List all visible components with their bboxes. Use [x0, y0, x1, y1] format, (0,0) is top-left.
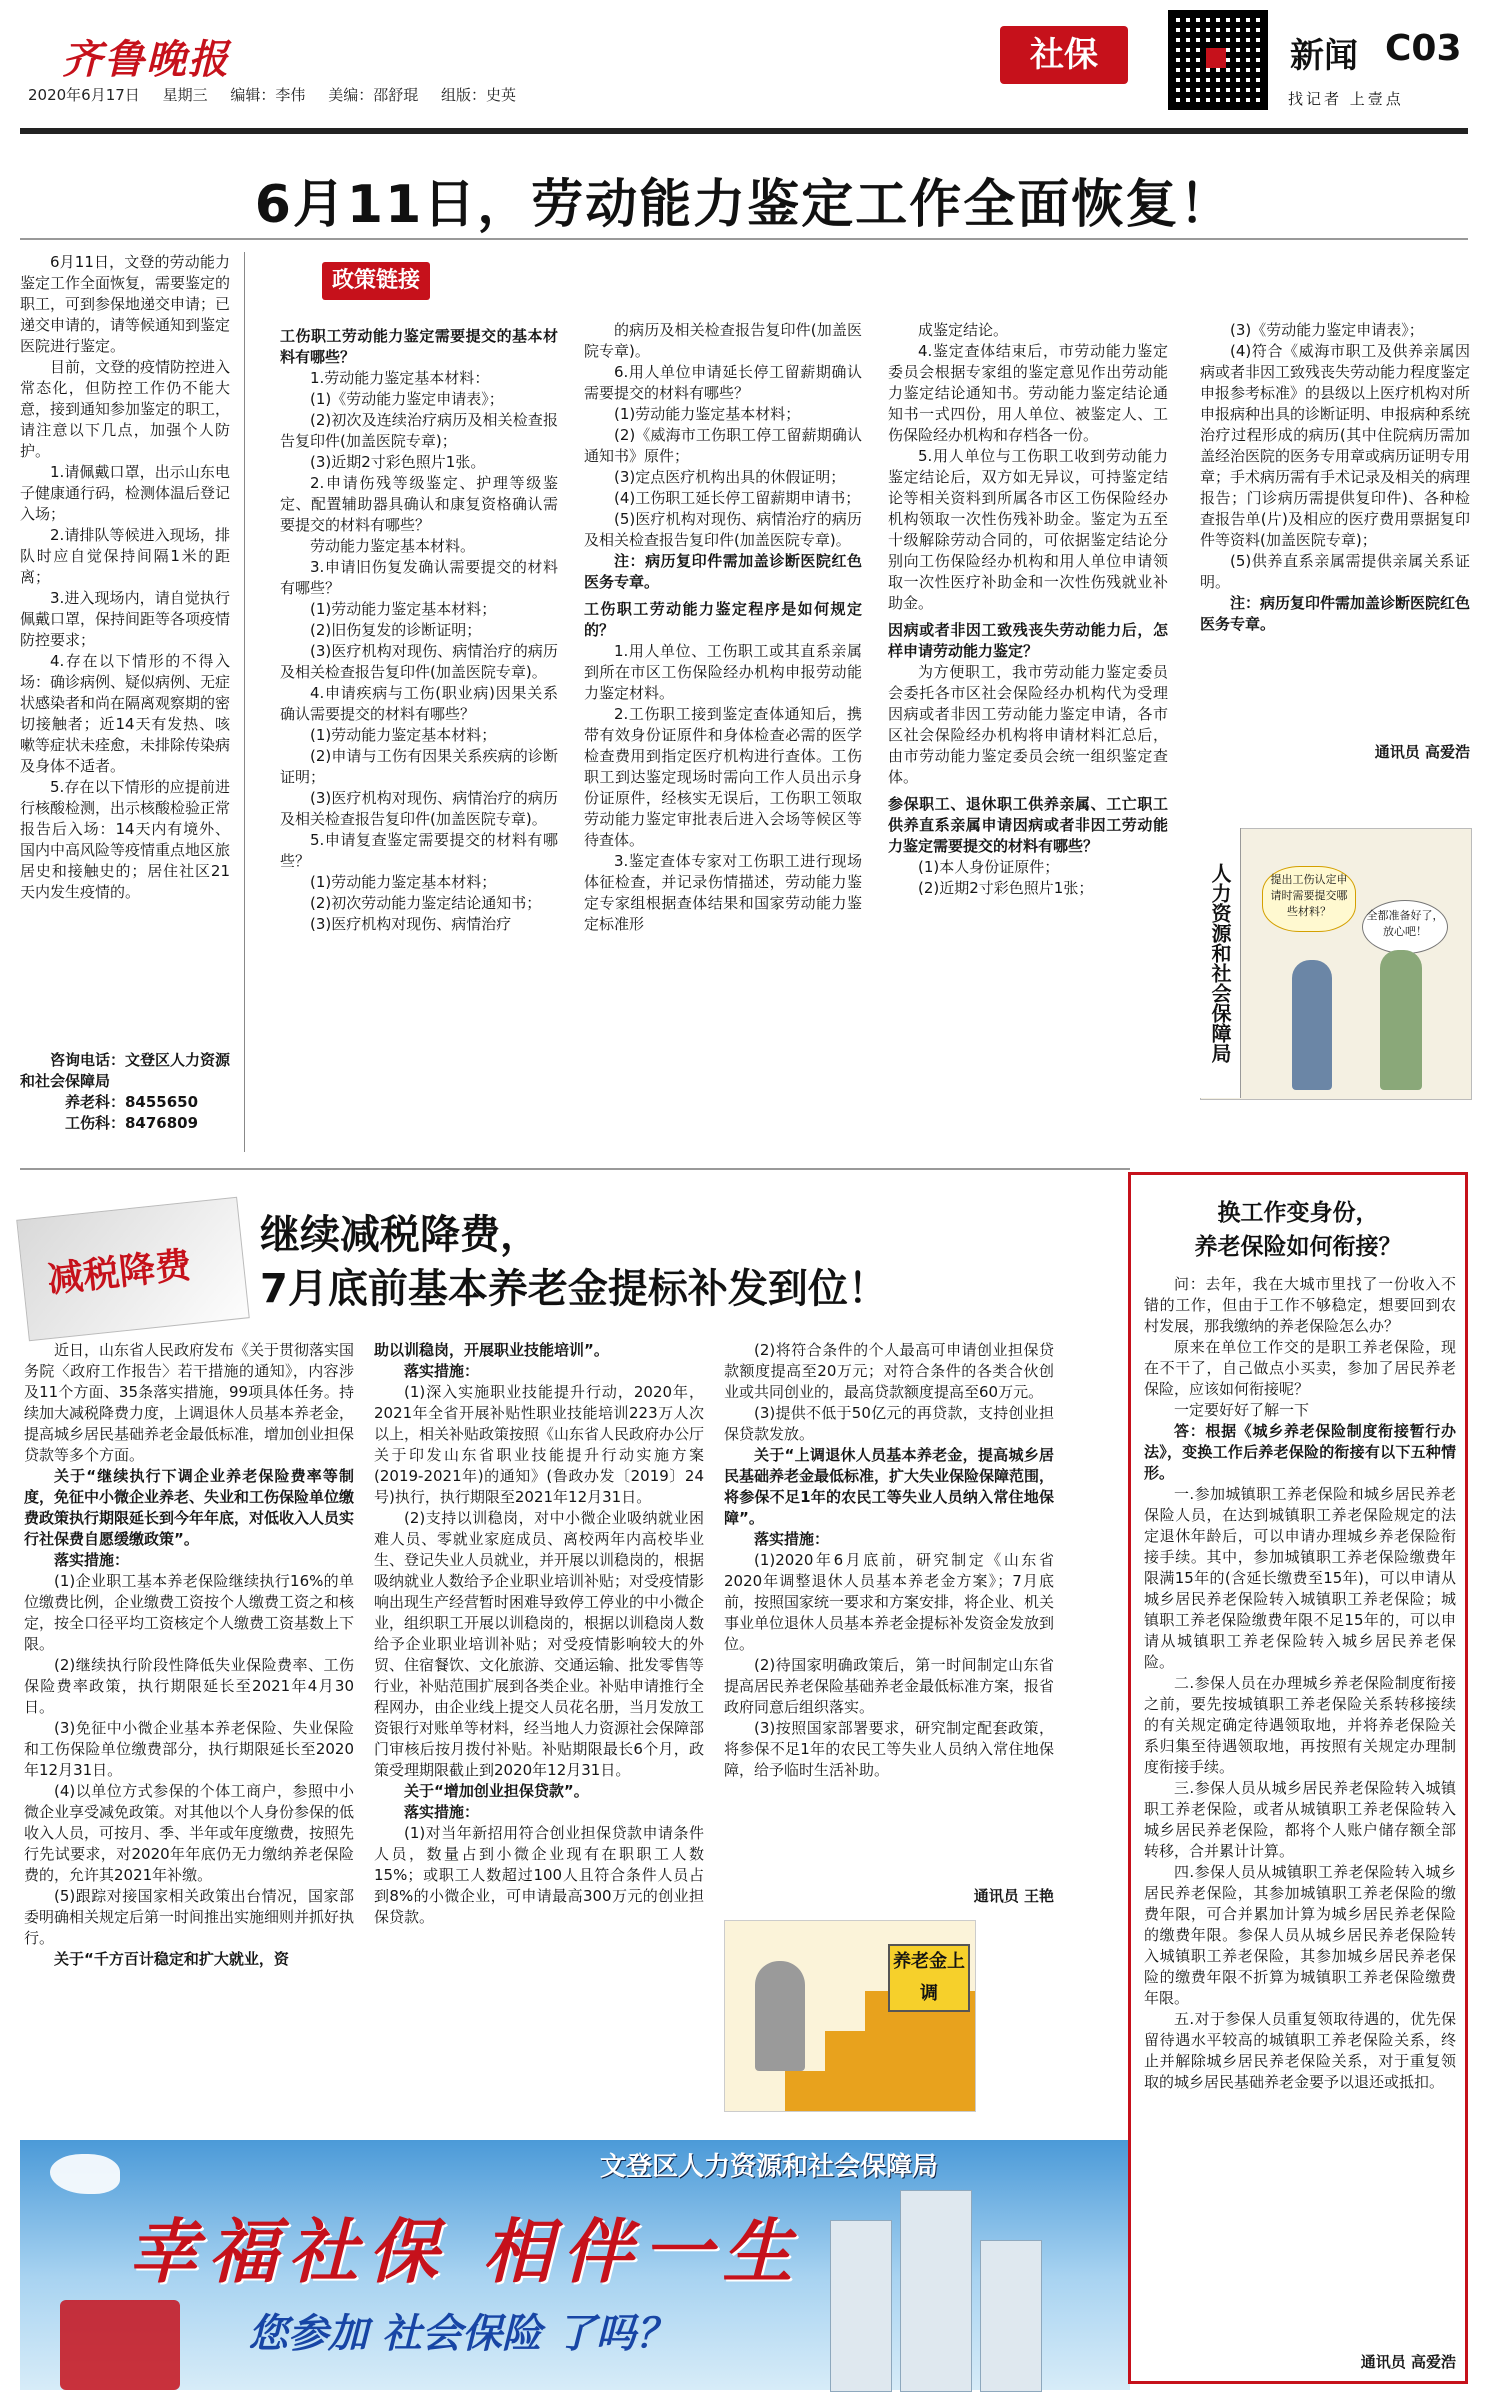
- cartoon-speech-bubble-1: 提出工伤认定申请时需要提交哪些材料？: [1262, 866, 1356, 932]
- article2-headline: [260, 1208, 888, 1316]
- paragraph: 一定要好好了解一下: [1174, 1401, 1310, 1419]
- section-name: 新闻: [1290, 36, 1358, 76]
- bureau-slogan-main: 幸福社保 相伴一生: [128, 2210, 803, 2293]
- paragraph: 6.用人单位申请延长停工留薪期确认需要提交的材料有哪些？: [584, 363, 862, 402]
- building-icon: [900, 2190, 972, 2392]
- article2-column-2: [374, 1340, 704, 1928]
- paragraph: (2)支持以训稳岗，对中小微企业吸纳就业困难人员、零就业家庭成员、离校两年内高校毕业生、登记失业人员就业，并开展以训稳岗的，根据吸纳就业人数给予企业职业培训补贴；对受疫情影响出现生产经营暂时困难导致停工停业的中小微企业，组织职工开展以训稳岗的，根据以训稳岗人数给予企业职业培训补贴；对受疫情影响较大的外贸、住宿餐饮、文化旅游、交通运输、批发零售等行业，补贴范围扩展到各类企业。补贴申请推行全程网办，由企业线上提交人员花名册，当月发放工资银行对账单等材料，经当地人力资源社会保障部门审核后按月拨付补贴。补贴期限最长6个月，政策受理期限截止到2020年12月31日。: [374, 1509, 705, 1779]
- tax-cut-image-text: 减税降费: [45, 1245, 194, 1301]
- article1-signoff-wrap: [1200, 742, 1470, 763]
- article1-column-1: [20, 252, 230, 903]
- subheading: 工伤职工劳动能力鉴定需要提交的基本材料有哪些？: [280, 327, 558, 366]
- paragraph: 四.参保人员从城镇职工养老保险转入城乡居民养老保险，其参加城镇职工养老保险的缴费年限，可合并累加计算为城乡居民养老保险的缴费年限。参保人员从城乡居民养老保险转入城镇职工养老保险，其参加城乡居民养老保险的缴费年限不折算为城镇职工养老保险缴费年限。: [1144, 1863, 1456, 2007]
- headline-rule: [20, 238, 1468, 240]
- article1-column-2: [280, 320, 558, 935]
- issue-weekday: 星期三: [162, 86, 208, 104]
- paragraph: (4)以单位方式参保的个体工商户，参照中小微企业享受减免政策。对其他以个人身份参保的低收入人员，可按月、季、半年或年度缴费，按照先行先试要求，对2020年年底仍无力缴纳养老保险费的，允许其2021年补缴。: [24, 1782, 355, 1884]
- paragraph: 5.用人单位与工伤职工收到劳动能力鉴定结论后，双方如无异议，可持鉴定结论等相关资料到所属各市区工伤保险经办机构领取一次性伤残补助金。鉴定为五至十级解除劳动合同的，可依据鉴定结论分别向工伤保险经办机构和用人单位申请领取一次性医疗补助金和一次性伤残就业补助金。: [888, 447, 1168, 612]
- paragraph: (2)《威海市工伤职工停工留薪期确认通知书》原件；: [584, 426, 862, 465]
- stair-step: [785, 2071, 975, 2111]
- contact-label: 咨询电话：文登区人力资源和社会保障局: [20, 1051, 231, 1090]
- article1-column-3: [584, 320, 862, 935]
- paragraph: 关于“千方百计稳定和扩大就业，资: [54, 1950, 289, 1968]
- article1-column-4: [888, 320, 1168, 899]
- paragraph: 二.参保人员在办理城乡养老保险制度衔接之前，要先按城镇职工养老保险关系转移接续的有关规定确定待遇领取地，并将养老保险关系归集至待遇领取地，再按照有关规定办理制度衔接手续。: [1144, 1674, 1456, 1776]
- paragraph: 近日，山东省人民政府发布《关于贯彻落实国务院〈政府工作报告〉若干措施的通知》，内容涉及11个方面、35条落实措施，99项具体任务。持续加大减税降费力度，上调退休人员基本养老金，提高城乡居民基础养老金最低标准，增加创业担保贷款等多个方面。: [24, 1341, 355, 1464]
- paragraph: (5)医疗机构对现伤、病情治疗的病历及相关检查报告复印件(加盖医院专章)。: [584, 510, 862, 549]
- paragraph: (1)深入实施职业技能提升行动，2020年，2021年全省开展补贴性职业技能培训223万人次以上，相关补贴政策按照《山东省人民政府办公厅关于印发山东省职业技能提升行动实施方案(2019-2021年)的通知》(鲁政办发〔2019〕24号)执行，执行期限至2021年12月31日。: [374, 1383, 705, 1506]
- paragraph: (2)将符合条件的个人最高可申请创业担保贷款额度提高至20万元；对符合条件的各类合伙创业或共同创业的，最高贷款额度提高至60万元。: [724, 1341, 1054, 1401]
- pension-rise-sign: 养老金上调: [888, 1944, 970, 2012]
- paragraph: (1)劳动能力鉴定基本材料；: [614, 405, 801, 423]
- article1-headline: 6月11日，劳动能力鉴定工作全面恢复！: [254, 175, 1234, 235]
- stair-step: [825, 2031, 975, 2071]
- header-rule: [20, 128, 1468, 134]
- article2-headline-line2: 7月底前基本养老金提标补发到位！: [260, 1266, 888, 1312]
- reporter-line: 找记者 上壹点: [1288, 90, 1404, 108]
- paragraph: 注：病历复印件需加盖诊断医院红色医务专章。: [1200, 594, 1471, 633]
- article2-signoff: 通讯员 王艳: [973, 1887, 1054, 1905]
- paragraph: (5)跟踪对接国家相关政策出台情况，国家部委明确相关规定后第一时间推出实施细则并抓好执行。: [24, 1887, 355, 1947]
- paragraph: (3)提供不低于50亿元的再贷款，支持创业担保贷款发放。: [724, 1404, 1054, 1443]
- paragraph: (2)继续执行阶段性降低失业保险费率、工伤保险费率政策，执行期限延长至2021年4月30日。: [24, 1656, 354, 1716]
- paragraph: 答：根据《城乡养老保险制度衔接暂行办法》，变换工作后养老保险的衔接有以下五种情形。: [1144, 1422, 1456, 1482]
- subheading: 因病或者非因工致残丧失劳动能力后，怎样申请劳动能力鉴定？: [888, 621, 1168, 660]
- paragraph: 4.申请疾病与工伤(职业病)因果关系确认需要提交的材料有哪些？: [280, 684, 558, 723]
- column-divider: [244, 252, 245, 1152]
- box-headline: [1140, 1196, 1456, 1264]
- paragraph: (1)《劳动能力鉴定申请表》；: [310, 390, 504, 408]
- paragraph: 三.参保人员从城乡居民养老保险转入城镇职工养老保险，或者从城镇职工养老保险转入城乡居民养老保险，都将个人账户储存额全部转移，合并累计计算。: [1144, 1779, 1456, 1860]
- issue-proof: 组版：史英: [440, 86, 516, 104]
- paragraph: 5.申请复查鉴定需要提交的材料有哪些？: [280, 831, 558, 870]
- article1-signoff: 通讯员 高爱浩: [1374, 743, 1470, 761]
- box-signoff: 通讯员 高爱浩: [1360, 2353, 1456, 2371]
- paragraph: 问：去年，我在大城市里找了一份收入不错的工作，但由于工作不够稳定，想要回到农村发展，那我缴纳的养老保险怎么办？: [1144, 1275, 1456, 1335]
- building-icon: [980, 2240, 1042, 2392]
- paragraph: 关于“继续执行下调企业养老保险费率等制度，免征中小微企业养老、失业和工伤保险单位缴费政策执行期限延长到今年年底，对低收入人员实行社保费自愿缓缴政策”。: [24, 1467, 355, 1548]
- paragraph: (3)免征中小微企业基本养老保险、失业保险和工伤保险单位缴费部分，执行期限延长至2020年12月31日。: [24, 1719, 354, 1779]
- box-headline-line2: 养老保险如何衔接？: [1194, 1234, 1402, 1260]
- box-body: [1144, 1274, 1456, 2093]
- paragraph: 1.劳动能力鉴定基本材料：: [310, 369, 490, 387]
- paragraph: 3.申请旧伤复发确认需要提交的材料有哪些？: [280, 558, 558, 597]
- article2-signoff-wrap: [724, 1886, 1054, 1907]
- dove-icon: [50, 2154, 120, 2194]
- house-icon: [60, 2300, 180, 2390]
- issue-meta: [28, 84, 534, 105]
- issue-designer: 美编：邵舒琨: [328, 86, 419, 104]
- issue-date: 2020年6月17日: [28, 86, 140, 104]
- paragraph: 为方便职工，我市劳动能力鉴定委员会委托各市区社会保险经办机构代为受理因病或者非因工劳动能力鉴定申请，各市区社会保险经办机构将申请材料汇总后，由市劳动能力鉴定委员会统一组织鉴定查体。: [888, 663, 1168, 786]
- paragraph: (2)待国家明确政策后，第一时间制定山东省提高居民养老保险基础养老金最低标准方案，报省政府同意后组织落实。: [724, 1656, 1055, 1716]
- elderly-person-icon: [755, 1961, 805, 2071]
- newspaper-logo: 齐鲁晚报: [62, 36, 230, 83]
- paragraph: (1)劳动能力鉴定基本材料；: [310, 873, 497, 891]
- paragraph: 2.工伤职工接到鉴定查体通知后，携带有效身份证原件和身体检查必需的医学检查费用到指定医疗机构进行查体。工伤职工到达鉴定现场时需向工作人员出示身份证原件，经核实无误后，工伤职工领取劳动能力鉴定审批表后进入会场等候区等待查体。: [584, 705, 862, 849]
- paragraph: (3)医疗机构对现伤、病情治疗: [310, 915, 512, 933]
- paragraph: 落实措施：: [54, 1551, 130, 1569]
- building-icon: [830, 2220, 892, 2392]
- paragraph: 目前，文登的疫情防控进入常态化，但防控工作仍不能大意，接到通知参加鉴定的职工，请注意以下几点，加强个人防护。: [20, 358, 231, 460]
- subheading: 工伤职工劳动能力鉴定程序是如何规定的？: [584, 600, 862, 639]
- paragraph: (3)医疗机构对现伤、病情治疗的病历及相关检查报告复印件(加盖医院专章)。: [280, 789, 558, 828]
- cartoon-speech-bubble-2: 全都准备好了，放心吧！: [1362, 900, 1448, 954]
- paragraph: (2)初次及连续治疗病历及相关检查报告复印件(加盖医院专章)；: [280, 411, 558, 450]
- paragraph: (5)供养直系亲属需提供亲属关系证明。: [1200, 552, 1470, 591]
- paragraph: 劳动能力鉴定基本材料。: [310, 537, 476, 555]
- article2-headline-line1: 继续减税降费，: [260, 1212, 540, 1258]
- paragraph: (3)医疗机构对现伤、病情治疗的病历及相关检查报告复印件(加盖医院专章)。: [280, 642, 558, 681]
- cartoon-office-sign: 人力资源和社会保障局: [1200, 828, 1241, 1098]
- paragraph: (3)定点医疗机构出具的休假证明；: [614, 468, 846, 486]
- bureau-name: 文登区人力资源和社会保障局: [600, 2152, 939, 2182]
- paragraph: 落实措施：: [404, 1362, 480, 1380]
- paragraph: (4)符合《威海市职工及供养亲属因病或者非因工致残丧失劳动能力程度鉴定申报参考标准》的县级以上医疗机构对所申报病种出具的诊断证明、申报病种系统治疗过程形成的病历(其中住院病历需加盖经治医院的医务专用章或病历证明专用章；手术病历需有手术记录及相关的病理报告；门诊病历需提供复印件)、各种检查报告单(片)及相应的医疗费用票据复印件等资料(加盖医院专章)；: [1200, 342, 1471, 549]
- paragraph: (2)近期2寸彩色照片1张；: [918, 879, 1094, 897]
- article2-column-3: [724, 1340, 1054, 1781]
- paragraph: (1)本人身份证原件；: [918, 858, 1060, 876]
- paragraph: (4)工伤职工延长停工留薪期申请书；: [614, 489, 861, 507]
- article1-contact: [20, 1050, 230, 1134]
- paragraph: (3)《劳动能力鉴定申请表》；: [1230, 321, 1424, 339]
- qr-logo: [1206, 48, 1226, 68]
- subheading: 参保职工、退休职工供养亲属、工亡职工供养直系亲属申请因病或者非因工劳动能力鉴定需要提交的材料有哪些？: [888, 795, 1168, 855]
- paragraph: (2)旧伤复发的诊断证明；: [310, 621, 482, 639]
- paragraph: 3.进入现场内，请自觉执行佩戴口罩，保持间距等各项疫情防控要求；: [20, 589, 231, 649]
- paragraph: 原来在单位工作交的是职工养老保险，现在不干了，自己做点小买卖，参加了居民养老保险，应该如何衔接呢？: [1144, 1338, 1456, 1398]
- article2-column-1: [24, 1340, 354, 1970]
- paragraph: 4.存在以下情形的不得入场：确诊病例、疑似病例、无症状感染者和尚在隔离观察期的密切接触者；近14天有发热、咳嗽等症状未痊愈，未排除传染病及身体不适者。: [20, 652, 231, 775]
- issue-editor: 编辑：李伟: [230, 86, 306, 104]
- contact-phone-2: 工伤科：8476809: [65, 1114, 199, 1132]
- paragraph: 3.鉴定查体专家对工伤职工进行现场体征检查，并记录伤情描述，劳动能力鉴定专家组根据查体结果和国家劳动能力鉴定标准形: [584, 852, 862, 933]
- section-rule: [20, 1168, 1130, 1170]
- paragraph: 注：病历复印件需加盖诊断医院红色医务专章。: [584, 552, 862, 591]
- paragraph: (1)劳动能力鉴定基本材料；: [310, 600, 497, 618]
- tax-cut-image: [16, 1197, 250, 1342]
- paragraph: (3)按照国家部署要求，研究制定配套政策，将参保不足1年的农民工等失业人员纳入常住地保障，给予临时生活补助。: [724, 1719, 1054, 1779]
- paragraph: 成鉴定结论。: [918, 321, 1009, 339]
- paragraph: 的病历及相关检查报告复印件(加盖医院专章)。: [584, 321, 862, 360]
- paragraph: 落实措施：: [404, 1803, 480, 1821]
- box-signoff-wrap: [1144, 2352, 1456, 2373]
- paragraph: (2)初次劳动能力鉴定结论通知书；: [310, 894, 542, 912]
- section-badge: 社保: [1000, 26, 1128, 84]
- paragraph: 五.对于参保人员重复领取待遇的，优先保留待遇水平较高的城镇职工养老保险关系，终止并解除城乡居民养老保险关系，对于重复领取的城乡居民基础养老金要予以退还或抵扣。: [1144, 2010, 1456, 2091]
- paragraph: (2)申请与工伤有因果关系疾病的诊断证明；: [280, 747, 558, 786]
- paragraph: 1.用人单位、工伤职工或其直系亲属到所在市区工伤保险经办机构申报劳动能力鉴定材料。: [584, 642, 862, 702]
- cartoon-clerk-icon: [1380, 950, 1422, 1090]
- article1-column-5: [1200, 320, 1470, 635]
- paragraph: (3)近期2寸彩色照片1张。: [310, 453, 486, 471]
- paragraph: 5.存在以下情形的应提前进行核酸检测，出示核酸检验正常报告后入场：14天内有境外、国内中高风险等疫情重点地区旅居史和接触史的；居住社区21天内发生疫情的。: [20, 778, 231, 901]
- paragraph: 2.申请伤残等级鉴定、护理等级鉴定、配置辅助器具确认和康复资格确认需要提交的材料有哪些？: [280, 474, 558, 534]
- policy-link-tag: 政策链接: [322, 262, 430, 300]
- paragraph: 落实措施：: [754, 1530, 830, 1548]
- box-headline-line1: 换工作变身份，: [1217, 1200, 1379, 1226]
- paragraph: 4.鉴定查体结束后，市劳动能力鉴定委员会根据专家组的鉴定意见作出劳动能力鉴定结论通知书。劳动能力鉴定结论通知书一式四份，用人单位、被鉴定人、工伤保险经办机构和存档各一份。: [888, 342, 1168, 444]
- paragraph: 关于“上调退休人员基本养老金，提高城乡居民基础养老金最低标准，扩大失业保险保障范围，将参保不足1年的农民工等失业人员纳入常住地保障”。: [724, 1446, 1055, 1527]
- paragraph: (1)劳动能力鉴定基本材料；: [310, 726, 497, 744]
- contact-phone-1: 养老科：8455650: [65, 1093, 199, 1111]
- paragraph: 一.参加城镇职工养老保险和城乡居民养老保险人员，在达到城镇职工养老保险规定的法定退休年龄后，可以申请办理城乡养老保险衔接手续。其中，参加城镇职工养老保险缴费年限满15年的(含延长缴费至15年)，可以申请从城乡居民养老保险转入城镇职工养老保险；城镇职工养老保险缴费年限不足15年的，可以申请从城镇职工养老保险转入城乡居民养老保险。: [1144, 1485, 1456, 1671]
- paragraph: (1)2020年6月底前，研究制定《山东省2020年调整退休人员基本养老金方案》；7月底前，按照国家统一要求和方案安排，将企业、机关事业单位退休人员基本养老金提标补发资金发放到位。: [724, 1551, 1055, 1653]
- paragraph: 1.请佩戴口罩，出示山东电子健康通行码，检测体温后登记入场；: [20, 463, 231, 523]
- paragraph: 2.请排队等候进入现场，排队时应自觉保持间隔1米的距离；: [20, 526, 230, 586]
- paragraph: (1)对当年新招用符合创业担保贷款申请条件人员，数量占到小微企业现有在职职工人数15%；或职工人数超过100人且符合条件人员占到8%的小微企业，可申请最高300万元的创业担保贷款。: [374, 1824, 704, 1926]
- cartoon-person-icon: [1292, 960, 1332, 1090]
- paragraph: 助以训稳岗，开展职业技能培训”。: [374, 1341, 609, 1359]
- bureau-slogan-sub: 您参加 社会保险 了吗？: [248, 2311, 676, 2357]
- page-number: C03: [1385, 28, 1462, 69]
- paragraph: 6月11日，文登的劳动能力鉴定工作全面恢复，需要鉴定的职工，可到参保地递交申请；已递交申请的，请等候通知到鉴定医院进行鉴定。: [20, 253, 231, 355]
- paragraph: (1)企业职工基本养老保险继续执行16%的单位缴费比例，企业缴费工资按个人缴费工资之和核定，按全口径平均工资核定个人缴费工资基数上下限。: [24, 1572, 355, 1653]
- paragraph: 关于“增加创业担保贷款”。: [404, 1782, 589, 1800]
